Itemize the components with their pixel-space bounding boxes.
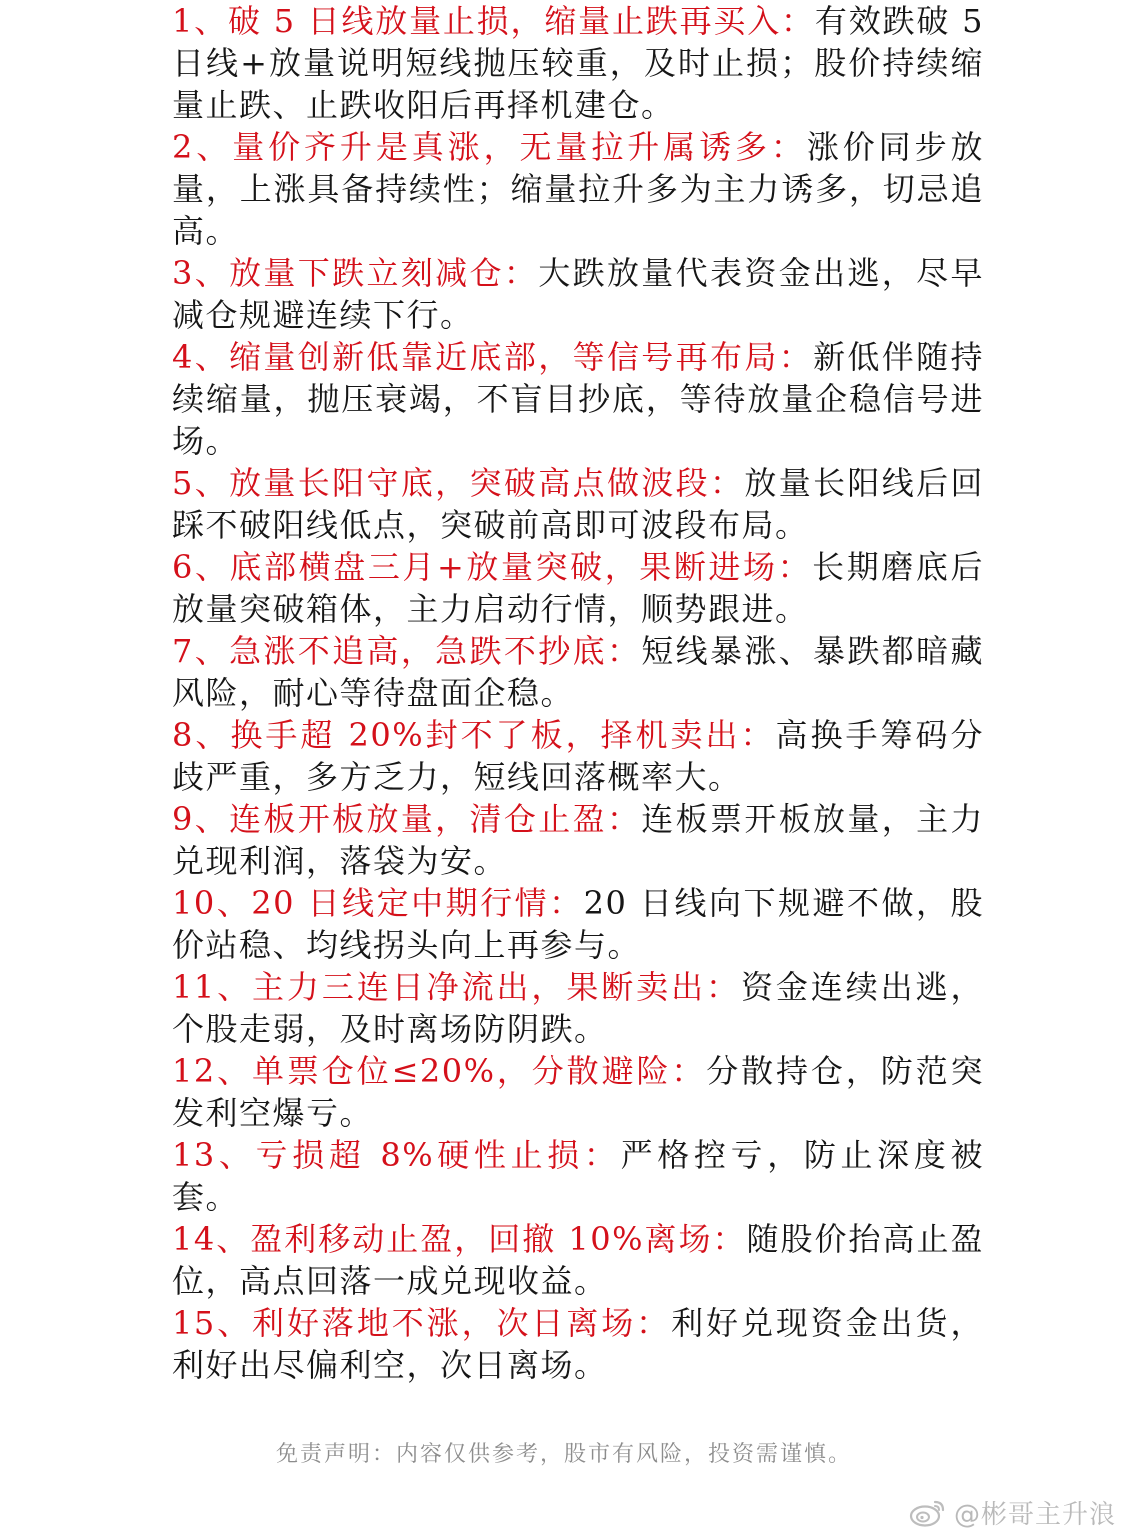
rule-heading: 7、急涨不追高，急跌不抄底： <box>172 632 642 670</box>
rule-heading: 3、放量下跌立刻减仓： <box>172 254 539 292</box>
rule-heading: 8、换手超 20%封不了板，择机卖出： <box>172 716 776 754</box>
rule-item <box>172 1050 984 1134</box>
rule-description: 随股价抬高止盈位，高点回落一成兑现收益。 <box>172 1220 984 1300</box>
rule-item <box>172 798 984 882</box>
watermark <box>908 1492 1116 1532</box>
rule-description: 资金连续出逃，个股走弱，及时离场防阴跌。 <box>172 968 984 1048</box>
rule-heading: 1、破 5 日线放量止损，缩量止跌再买入： <box>172 2 815 40</box>
rule-item <box>172 252 984 336</box>
rule-description: 有效跌破 5 日线+放量说明短线抛压较重，及时止损；股价持续缩量止跌、止跌收阳后再择机建仓。 <box>172 2 984 124</box>
rule-item <box>172 882 984 966</box>
rule-heading: 6、底部横盘三月+放量突破，果断进场： <box>172 548 813 586</box>
rule-heading: 12、单票仓位≤20%，分散避险： <box>172 1052 707 1090</box>
rule-description: 涨价同步放量，上涨具备持续性；缩量拉升多为主力诱多，切忌追高。 <box>172 128 984 250</box>
rule-item <box>172 966 984 1050</box>
rule-heading: 5、放量长阳守底，突破高点做波段： <box>172 464 745 502</box>
watermark-handle: @彬哥主升浪 <box>953 1499 1116 1530</box>
rule-item <box>172 714 984 798</box>
rule-item <box>172 546 984 630</box>
rule-heading: 9、连板开板放量，清仓止盈： <box>172 800 642 838</box>
rule-item <box>172 1302 984 1386</box>
trading-rules-list <box>172 0 984 1386</box>
rule-item <box>172 630 984 714</box>
rule-item <box>172 1218 984 1302</box>
rule-description: 利好兑现资金出货，利好出尽偏利空，次日离场。 <box>172 1304 984 1384</box>
rule-heading: 2、量价齐升是真涨，无量拉升属诱多： <box>172 128 807 166</box>
rule-item <box>172 0 984 126</box>
rule-heading: 15、利好落地不涨，次日离场： <box>172 1304 672 1342</box>
rule-item <box>172 1134 984 1218</box>
rule-item <box>172 462 984 546</box>
rule-description: 短线暴涨、暴跌都暗藏风险，耐心等待盘面企稳。 <box>172 632 984 712</box>
rule-heading: 11、主力三连日净流出，果断卖出： <box>172 968 741 1006</box>
rule-description: 高换手筹码分歧严重，多方乏力，短线回落概率大。 <box>172 716 984 796</box>
rule-description: 分散持仓，防范突发利空爆亏。 <box>172 1052 984 1132</box>
rule-heading: 13、亏损超 8%硬性止损： <box>172 1136 621 1174</box>
rule-description: 严格控亏，防止深度被套。 <box>172 1136 984 1216</box>
rule-description: 长期磨底后放量突破箱体，主力启动行情，顺势跟进。 <box>172 548 984 628</box>
rule-description: 放量长阳线后回踩不破阳线低点，突破前高即可波段布局。 <box>172 464 984 544</box>
weibo-icon <box>908 1496 948 1528</box>
disclaimer-text: 免责声明：内容仅供参考，股市有风险，投资需谨慎。 <box>275 1442 852 1467</box>
rule-heading: 4、缩量创新低靠近底部，等信号再布局： <box>172 338 814 376</box>
rule-description: 20 日线向下规避不做，股价站稳、均线拐头向上再参与。 <box>172 884 984 964</box>
rule-item <box>172 336 984 462</box>
rule-description: 连板票开板放量，主力兑现利润，落袋为安。 <box>172 800 984 880</box>
rule-item <box>172 126 984 252</box>
rule-heading: 14、盈利移动止盈，回撤 10%离场： <box>172 1220 747 1258</box>
rule-description: 新低伴随持续缩量，抛压衰竭，不盲目抄底，等待放量企稳信号进场。 <box>172 338 984 460</box>
rule-heading: 10、20 日线定中期行情： <box>172 884 584 922</box>
rule-description: 大跌放量代表资金出逃，尽早减仓规避连续下行。 <box>172 254 984 334</box>
